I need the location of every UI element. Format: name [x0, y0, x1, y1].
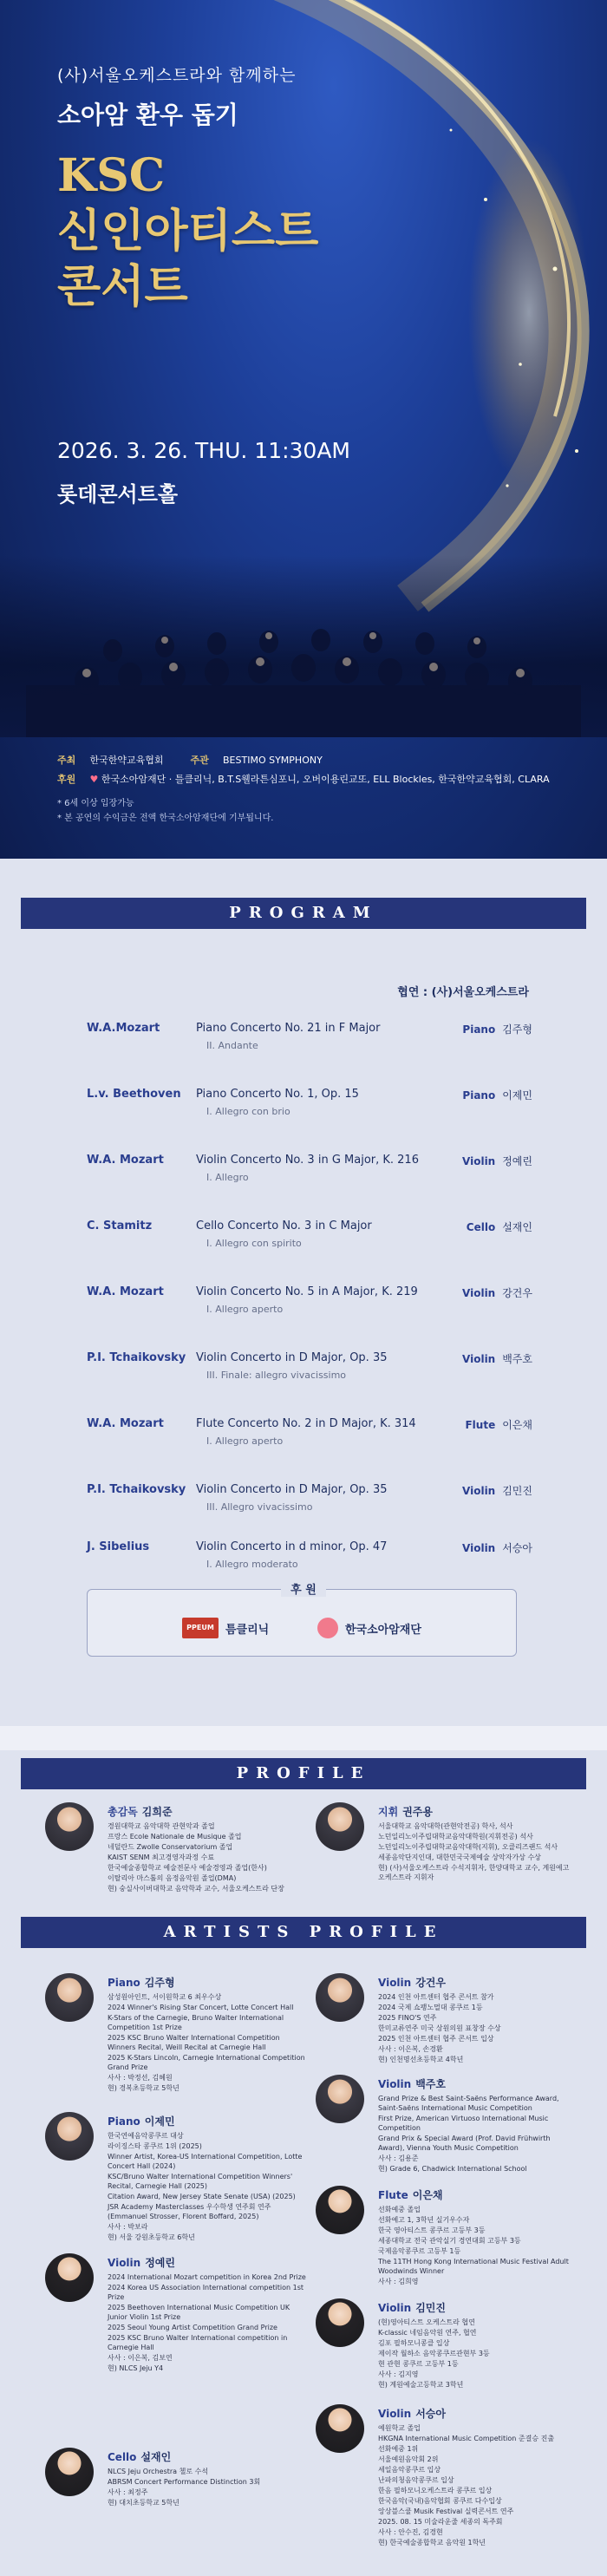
- instrument: Violin: [462, 1155, 496, 1167]
- bio-line: 사사 : 최정주: [108, 2488, 148, 2496]
- bio-line: 경원대학교 음악대학 관현악과 졸업: [108, 1822, 215, 1830]
- bio-line: 서울대학교 음악대학(관현악전공) 학사, 석사: [378, 1822, 513, 1830]
- performer: [462, 1351, 532, 1366]
- bio-line: 프랑스 Ecole Nationale de Musique 졸업: [108, 1833, 242, 1840]
- credit-organizer: BESTIMO SYMPHONY: [223, 755, 323, 766]
- artist-bio: [378, 2205, 578, 2286]
- artist-name: 이은채: [412, 2189, 443, 2201]
- artist-bio: [378, 2318, 578, 2390]
- performer: [467, 1219, 532, 1234]
- sponsor-box: [87, 1589, 517, 1657]
- bio-line: 이탈리아 마스톨의 음정음악원 졸업(DMA): [108, 1874, 237, 1882]
- performer-name: 백주호: [502, 1353, 532, 1365]
- bio-line: Grand Prize & Best Saint-Saëns Performance Award, Saint-Saëns International Music Competition: [378, 2095, 559, 2112]
- bio-line: 세종음악단지인대, 대한민국국제예술 상악자가상 수상: [378, 1854, 541, 1861]
- bio-line: 제이작 월하소 음악콩쿠르관현부 3등: [378, 2350, 490, 2357]
- artist-instrument: Piano: [108, 1977, 140, 1989]
- bio-line: 현) Grade 6, Chadwick International School: [378, 2165, 527, 2173]
- bio-line: 김포 필하모니콩클 입상: [378, 2339, 450, 2347]
- poster-title-line: KSC: [57, 149, 166, 202]
- artist-info: [378, 2298, 578, 2390]
- artist-info: [108, 2112, 307, 2243]
- bio-line: 사사 : 박보라: [108, 2223, 148, 2231]
- note-age: * 6세 이상 입장가능: [57, 799, 134, 808]
- performer: [462, 1285, 532, 1300]
- program-row: [87, 1285, 532, 1322]
- avatar: [316, 1802, 364, 1851]
- bio-line: 현 관현 콩쿠르 고등부 1등: [378, 2360, 459, 2368]
- performer: [465, 1417, 532, 1432]
- bio-line: 2024 Korea US Association International competition 1st Prize: [108, 2284, 304, 2301]
- credit-org-label: 주관: [190, 755, 209, 766]
- credit-host: 한국한약교육협회: [89, 755, 164, 766]
- bio-line: ABRSM Concert Performance Distinction 3회: [108, 2478, 261, 2486]
- sponsor-name: 틈클리닉: [225, 1623, 270, 1637]
- work-title: Violin Concerto in d minor, Op. 47: [196, 1540, 388, 1553]
- program-row: [87, 1154, 532, 1190]
- instrument: Flute: [465, 1419, 496, 1431]
- artist-instrument: Cello: [108, 2451, 137, 2463]
- program-row: [87, 1219, 532, 1256]
- bio-line: First Prize, American Virtuoso International Music Competition: [378, 2115, 549, 2132]
- bio-line: 삼성원아인트, 서이원학교 6 최우수상: [108, 1993, 222, 2001]
- avatar: [316, 2186, 364, 2234]
- concert-poster: [0, 0, 607, 859]
- bio-line: 현) (사)서울오케스트라 수석지휘자, 한양대학교 교수, 계원예고 오케스트라 지휘자: [378, 1864, 570, 1881]
- artist-info: [378, 2404, 578, 2548]
- work-title: Violin Concerto No. 5 in A Major, K. 219: [196, 1285, 418, 1298]
- program-section: [21, 898, 586, 929]
- artist-instrument: Violin: [378, 2408, 412, 2420]
- performer: [462, 1154, 532, 1168]
- program-row: [87, 1540, 532, 1577]
- artist-name: 서승아: [415, 2408, 446, 2420]
- artist-instrument: Violin: [108, 2257, 141, 2269]
- artist-instrument: Violin: [378, 2302, 412, 2314]
- ppeum-logo-icon: PPEUM: [182, 1618, 219, 1638]
- artist-instrument: Violin: [378, 2078, 412, 2090]
- poster-header: [57, 62, 543, 315]
- bio-line: 한음 필하모니오케스트라 콩쿠르 입상: [378, 2487, 493, 2494]
- artist-info: [378, 2075, 578, 2174]
- bio-line: 2025 Seoul Young Artist Competition Grand Prize: [108, 2324, 277, 2331]
- avatar: [45, 2112, 94, 2161]
- bio-line: 사사 : 김지영: [378, 2370, 419, 2378]
- avatar: [316, 2075, 364, 2123]
- artist-bio: [108, 2272, 307, 2373]
- composer: W.A. Mozart: [87, 1154, 164, 1167]
- concert-date: 2026. 3. 26. THU. 11:30AM: [57, 438, 351, 463]
- composer: W.A.Mozart: [87, 1022, 160, 1035]
- profile-section: [21, 1758, 586, 1789]
- instrument: Violin: [462, 1485, 496, 1497]
- avatar: [316, 2298, 364, 2347]
- concert-venue: 롯데콘서트홀: [57, 482, 179, 507]
- performer: [462, 1022, 532, 1036]
- poster-title: [57, 148, 543, 315]
- performer: [462, 1483, 532, 1498]
- avatar: [316, 1973, 364, 2022]
- bio-line: 노던일리노이주립대학교음악대학(지휘), 오클리즈랜드 석사: [378, 1843, 558, 1851]
- bio-line: K-classic 네임음악원 연주, 협연: [378, 2329, 477, 2337]
- bio-line: 라이징스타 콩쿠르 1위 (2025): [108, 2142, 202, 2150]
- instrument: Violin: [462, 1542, 496, 1554]
- foundation-logo-icon: [317, 1618, 338, 1638]
- composer: P.I. Tchaikovsky: [87, 1483, 186, 1496]
- note-donation: * 본 공연의 수익금은 전액 한국소아암재단에 기부됩니다.: [57, 814, 274, 823]
- artist-name: 이제민: [144, 2115, 175, 2128]
- artists-banner: ARTISTS PROFILE: [21, 1917, 586, 1948]
- artist-name: 김주형: [144, 1977, 175, 1989]
- work-title: Piano Concerto No. 21 in F Major: [196, 1022, 381, 1035]
- bio-line: 사사 : 박정선, 김혜원: [108, 2074, 173, 2082]
- bio-line: 2025 KSC Bruno Walter International Competition Winners Recital, Weill Recital at Carnegie Hall: [108, 2034, 280, 2051]
- work-title: Flute Concerto No. 2 in D Major, K. 314: [196, 1417, 416, 1430]
- bio-line: Citation Award, New Jersey State Senate (USA) (2025): [108, 2193, 296, 2200]
- profile-bio: [378, 1821, 578, 1882]
- bio-line: 현) 서울 강원초등학교 6학년: [108, 2233, 195, 2241]
- profile-info: [378, 1802, 578, 1883]
- bio-line: 현) 한국예술종합학교 음악원 1학년: [378, 2539, 486, 2547]
- profile-bio: [108, 1821, 307, 1893]
- bio-line: JSR Academy Masterclasses 우수학생 연주회 연주 (Emmanuel Strosser, Florent Boffard, 2025): [108, 2203, 271, 2220]
- avatar: [45, 2253, 94, 2302]
- section-divider: [0, 1726, 607, 1750]
- artist-instrument: Violin: [378, 1977, 412, 1989]
- credit-supporters: 한국소아암재단 · 틀클리닉, B.T.S웰라튼심포니, 오버이용린교또, ELL Blockles, 한국한약교육협회, CLARA: [101, 774, 550, 785]
- bio-line: 2025. 08. 15 미술라운줄 세종의 독주회: [378, 2518, 503, 2526]
- orchestra-silhouette: [0, 555, 607, 737]
- bio-line: KSC/Bruno Walter International Competition Winners' Recital, Carnegie Hall (2025): [108, 2173, 293, 2190]
- bio-line: 예원학교 졸업: [378, 2424, 421, 2432]
- profile-name: 권주용: [402, 1806, 433, 1818]
- bio-line: 사사 : 김희영: [378, 2278, 419, 2285]
- bio-line: 사사 : 안수진, 김경현: [378, 2528, 443, 2536]
- profile-role: 총감독: [108, 1806, 138, 1818]
- sponsor-foundation: [317, 1618, 421, 1638]
- bio-line: Winner Artist, Korea-US International Competition, Lotte Concert Hall (2024): [108, 2153, 303, 2170]
- instrument: Piano: [462, 1023, 496, 1036]
- artist-info: [378, 2186, 578, 2287]
- work-title: Violin Concerto in D Major, Op. 35: [196, 1483, 388, 1496]
- composer: L.v. Beethoven: [87, 1088, 181, 1101]
- movement: I. Allegro aperto: [206, 1435, 284, 1447]
- bio-line: 사사 : 김용준: [378, 2154, 419, 2162]
- artist-bio: [378, 2423, 578, 2547]
- artist-bio: [108, 1992, 307, 2093]
- bio-line: 현) 대치초등학교 5학년: [108, 2499, 179, 2507]
- bio-line: 2025 KSC Bruno Walter International competition in Carnegie Hall: [108, 2334, 288, 2351]
- bio-line: 2025 인천 아트센터 협주 콘서트 입상: [378, 2035, 494, 2043]
- composer: W.A. Mozart: [87, 1417, 164, 1430]
- bio-line: K-Stars of the Carnegie, Bruno Walter International Competition 1st Prize: [108, 2014, 284, 2031]
- artist-info: [108, 1973, 307, 2094]
- bio-line: 2024 Winner's Rising Star Concert, Lotte Concert Hall: [108, 2004, 294, 2011]
- artist-name: 김민진: [415, 2302, 446, 2314]
- artist-instrument: Flute: [378, 2189, 408, 2201]
- bio-line: 한국연예음악콩쿠르 대상: [108, 2132, 184, 2140]
- avatar: [45, 1973, 94, 2022]
- artist-name: 강건우: [415, 1977, 446, 1989]
- bio-line: 선화예중 졸업: [378, 2206, 421, 2213]
- bio-line: 세일음악콩쿠르 입상: [378, 2466, 441, 2474]
- bio-line: 2025 K-Stars Lincoln, Carnegie International Competition Grand Prize: [108, 2054, 305, 2071]
- sponsor-heading: 후 원: [281, 1580, 326, 1597]
- bio-line: 현) 숭실사이버대학교 음악학과 교수, 서울오케스트라 단장: [108, 1885, 284, 1893]
- artist-info: [108, 2253, 307, 2374]
- bio-line: 현) 경복초등학교 5학년: [108, 2084, 179, 2092]
- artist-name: 백주호: [415, 2078, 446, 2090]
- bio-line: 선화예중 1위: [378, 2445, 419, 2453]
- instrument: Cello: [466, 1221, 496, 1233]
- bio-line: 한국 영아티스트 콩쿠르 고등부 3등: [378, 2226, 486, 2234]
- artist-name: 정예린: [145, 2257, 175, 2269]
- poster-title-line: 콘서트: [57, 260, 188, 313]
- credit-line: [57, 770, 581, 789]
- avatar: [316, 2404, 364, 2453]
- avatar: [45, 1802, 94, 1851]
- poster-title-line: 신인아티스트: [57, 205, 319, 258]
- bio-line: 한국음악(국내)음악협회 콩쿠르 다수입상: [378, 2497, 502, 2505]
- performer-name: 서승아: [502, 1542, 532, 1554]
- bio-line: 2025 Beethoven International Music Competition UK Junior Violin 1st Prize: [108, 2304, 290, 2321]
- movement: II. Andante: [206, 1040, 258, 1051]
- credit-support-label: 후원: [57, 774, 76, 785]
- instrument: Piano: [462, 1089, 496, 1102]
- profile-banner: PROFILE: [21, 1758, 586, 1789]
- work-title: Violin Concerto in D Major, Op. 35: [196, 1351, 388, 1364]
- bio-line: 노던일리노이주립대학교음악대학원(지휘전공) 석사: [378, 1833, 533, 1840]
- artist-name: 설재인: [140, 2451, 172, 2463]
- program-banner: PROGRAM: [21, 898, 586, 929]
- program-row: [87, 1417, 532, 1454]
- program-organizer: 협연 : (사)서울오케스트라: [397, 986, 529, 999]
- artist-bio: [108, 2131, 307, 2242]
- bio-line: 2024 인천 아트센터 협주 콘서트 참가: [378, 1993, 494, 2001]
- instrument: Violin: [462, 1353, 496, 1365]
- performer-name: 설재인: [502, 1221, 532, 1233]
- performer-name: 이제민: [502, 1089, 532, 1102]
- sponsor-ppeum: [182, 1618, 269, 1638]
- heart-icon: ♥: [89, 774, 99, 785]
- bio-line: 2024 국제 쇼팽노멀대 콩쿠르 1등: [378, 2004, 483, 2011]
- profile-info: [108, 1802, 307, 1894]
- artist-info: [108, 2448, 307, 2508]
- poster-notes: [57, 796, 273, 826]
- profile-name: 김희준: [141, 1806, 173, 1818]
- bio-line: 서울예원음악회 2위: [378, 2455, 439, 2463]
- bio-line: (현)영아티스트 오케스트라 협연: [378, 2318, 475, 2326]
- bio-line: 2024 International Mozart competition in Korea 2nd Prize: [108, 2273, 306, 2281]
- bio-line: 한미교류연주 미국 상원의원 표창장 수상: [378, 2024, 501, 2032]
- bio-line: 앙상블스쿨 Musik Festival 실력콘서트 연주: [378, 2507, 514, 2515]
- credit-line: [57, 751, 581, 770]
- program-row: [87, 1351, 532, 1388]
- bio-line: The 11TH Hong Kong International Music Festival Adult Woodwinds Winner: [378, 2258, 569, 2275]
- performer-name: 강건우: [502, 1287, 532, 1299]
- artist-info: [378, 1973, 578, 2065]
- orchestra-photo: [0, 555, 607, 737]
- program-row: [87, 1022, 532, 1058]
- artists-section: [21, 1917, 586, 1948]
- artist-instrument: Piano: [108, 2115, 140, 2128]
- performer: [462, 1540, 532, 1555]
- bio-line: 선화예고 1, 3학년 실기우수자: [378, 2216, 470, 2224]
- composer: C. Stamitz: [87, 1219, 153, 1232]
- bio-line: 현) 인천명선초등학교 4학년: [378, 2056, 464, 2063]
- bio-line: 한국예술종합학교 예술전문사 예술경영과 졸업(한사): [108, 1864, 267, 1872]
- performer-name: 김주형: [502, 1023, 532, 1036]
- artist-bio: [108, 2467, 307, 2507]
- credit-host-label: 주최: [57, 755, 76, 766]
- avatar: [45, 2448, 94, 2496]
- poster-credits: [57, 751, 581, 789]
- bio-line: 세종대학교 전국 관악실기 경연대회 고등부 3등: [378, 2237, 521, 2245]
- performer-name: 이은채: [502, 1419, 532, 1431]
- artist-bio: [378, 2094, 578, 2174]
- instrument: Violin: [462, 1287, 496, 1299]
- profile-role: 지휘: [378, 1806, 399, 1818]
- performer-name: 김민진: [502, 1485, 532, 1497]
- program-row: [87, 1088, 532, 1124]
- performer: [462, 1088, 532, 1102]
- bio-line: 국제음악콩쿠르 고등부 1등: [378, 2247, 461, 2255]
- movement: I. Allegro: [206, 1172, 249, 1183]
- movement: I. Allegro con brio: [206, 1106, 290, 1117]
- bio-line: NLCS Jeju Orchestra 첼로 수석: [108, 2468, 209, 2475]
- movement: I. Allegro con spirito: [206, 1238, 302, 1249]
- composer: P.I. Tchaikovsky: [87, 1351, 186, 1364]
- poster-subtitle: (사)서울오케스트라와 함께하는: [57, 66, 297, 85]
- bio-line: 난파의청음악콩쿠르 입상: [378, 2476, 454, 2484]
- bio-line: Grand Prix & Special Award (Prof. David Frühwirth Award), Vienna Youth Music Competition: [378, 2135, 551, 2152]
- bio-line: KAIST SENM 최고경영자과정 수료: [108, 1854, 215, 1861]
- composer: W.A. Mozart: [87, 1285, 164, 1298]
- work-title: Piano Concerto No. 1, Op. 15: [196, 1088, 359, 1101]
- composer: J. Sibelius: [87, 1540, 150, 1553]
- bio-line: 사사 : 이은복, 손경환: [378, 2045, 443, 2053]
- movement: I. Allegro moderato: [206, 1559, 298, 1570]
- movement: III. Allegro vivacissimo: [206, 1501, 313, 1513]
- performer-name: 정예린: [502, 1155, 532, 1167]
- work-title: Violin Concerto No. 3 in G Major, K. 216: [196, 1154, 419, 1167]
- bio-line: 네덜란드 Zwolle Conservatorium 졸업: [108, 1843, 233, 1851]
- program-row: [87, 1483, 532, 1520]
- artist-bio: [378, 1992, 578, 2064]
- poster-tagline: 소아암 환우 돕기: [57, 101, 238, 129]
- work-title: Cello Concerto No. 3 in C Major: [196, 1219, 372, 1232]
- movement: I. Allegro aperto: [206, 1304, 284, 1315]
- bio-line: 2025 FINO'S 연주: [378, 2014, 437, 2022]
- bio-line: 현) NLCS Jeju Y4: [108, 2364, 164, 2372]
- sponsor-name: 한국소아암재단: [345, 1623, 421, 1637]
- bio-line: 사사 : 이은복, 김보연: [108, 2354, 173, 2362]
- movement: III. Finale: allegro vivacissimo: [206, 1370, 347, 1381]
- bio-line: HKGNA International Music Competition 준결승 진출: [378, 2435, 555, 2442]
- bio-line: 현) 계원예술고등학교 3학년: [378, 2381, 464, 2389]
